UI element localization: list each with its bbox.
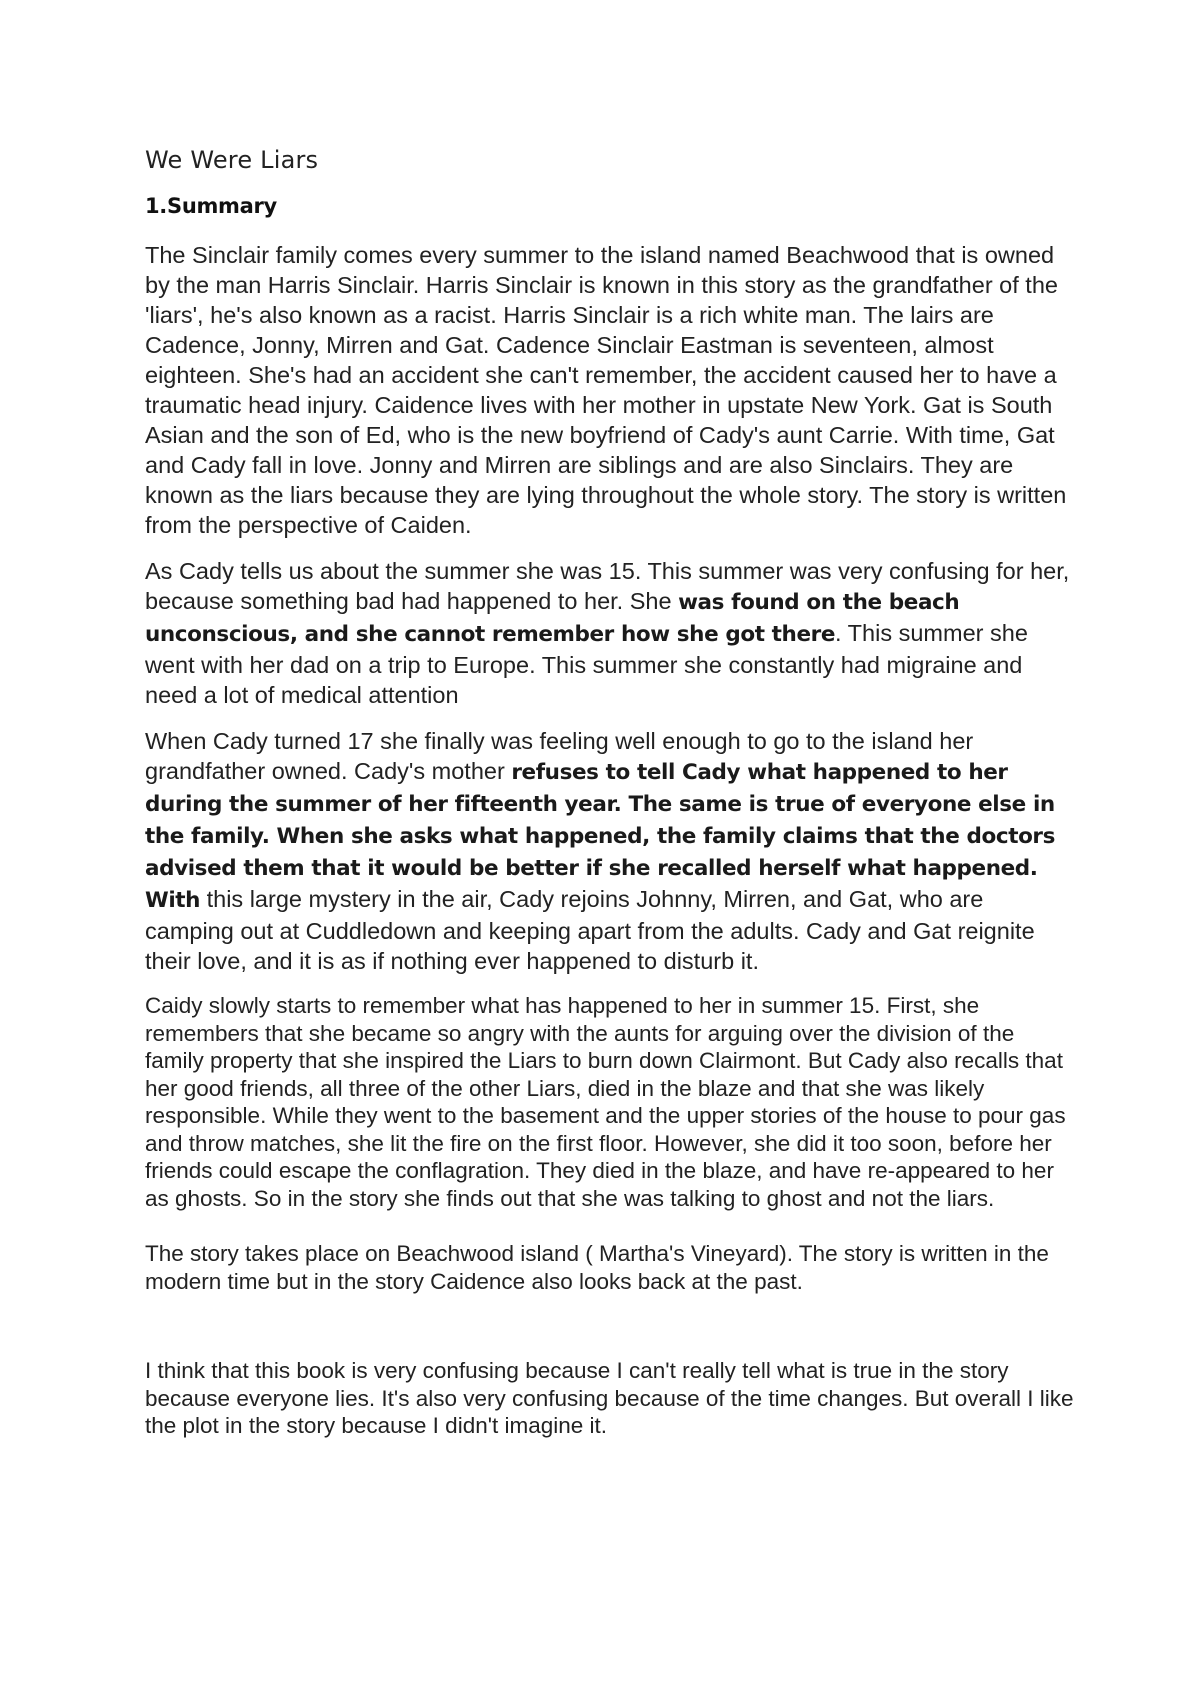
paragraph-summer-17 <box>145 726 1075 976</box>
paragraph-text: . This summer she went with her dad on a trip to Europe. This summer she constantly had migraine and need a lot of medical attention <box>145 620 1028 708</box>
paragraph-summer-15 <box>145 556 1075 710</box>
paragraph-intro: The Sinclair family comes every summer to the island named Beachwood that is owned by the man Harris Sinclair. Harris Sinclair is known in this story as the grandfather of the 'liars', he's also known as a racist. Harris Sinclair is a rich white man. The lairs are Cadence, Jonny, Mirren and Gat. Cadence Sinclair Eastman is seventeen, almost eighteen. She's had an accident she can't remember, the accident caused her to have a traumatic head injury. Caidence lives with her mother in upstate New York. Gat is South Asian and the son of Ed, who is the new boyfriend of Cady's aunt Carrie. With time, Gat and Cady fall in love. Jonny and Mirren are siblings and are also Sinclairs. They are known as the liars because they are lying throughout the whole story. The story is written from the perspective of Caiden. <box>145 242 1067 538</box>
paragraph-opinion: I think that this book is very confusing because I can't really tell what is true in the story because everyone lies. It's also very confusing because of the time changes. But overall I like the plot in the story because I didn't imagine it. <box>145 1358 1074 1438</box>
document-body <box>145 146 1075 1468</box>
bold-text: refuses to tell Cady what happened to her during the summer of her fifteenth year. The same is true of everyone else in the family. When she asks what happened, the family claims that the doctors advised them that it would be better if she recalled herself what happened. With <box>145 760 1056 913</box>
paragraph-memory: Caidy slowly starts to remember what has happened to her in summer 15. First, she remembers that she became so angry with the aunts for arguing over the division of the family property that she inspired the Liars to burn down Clairmont. But Cady also recalls that her good friends, all three of the other Liars, died in the blaze and that she was likely responsible. While they went to the basement and the upper stories of the house to pour gas and throw matches, she lit the fire on the first floor. However, she did it too soon, before her friends could escape the conflagration. They died in the blaze, and have re-appeared to her as ghosts. So in the story she finds out that she was talking to ghost and not the liars. <box>145 993 1066 1211</box>
paragraph-text: this large mystery in the air, Cady rejoins Johnny, Mirren, and Gat, who are camping out at Cuddledown and keeping apart from the adults. Cady and Gat reignite their love, and it is as if nothing ever happened to disturb it. <box>145 886 1035 974</box>
paragraph-setting: The story takes place on Beachwood island ( Martha's Vineyard). The story is written in the modern time but in the story Caidence also looks back at the past. <box>145 1241 1049 1294</box>
section-heading-summary: 1.Summary <box>145 194 277 218</box>
paragraph-text: When Cady turned 17 she finally was feeling well enough to go to the island her grandfather owned. Cady's mother <box>145 728 974 784</box>
paragraph-text: As Cady tells us about the summer she was 15. This summer was very confusing for her, because something bad had happened to her. She <box>145 558 1070 614</box>
document-title: We Were Liars <box>145 146 319 174</box>
bold-text: was found on the beach unconscious, and she cannot remember how she got there <box>145 590 960 647</box>
